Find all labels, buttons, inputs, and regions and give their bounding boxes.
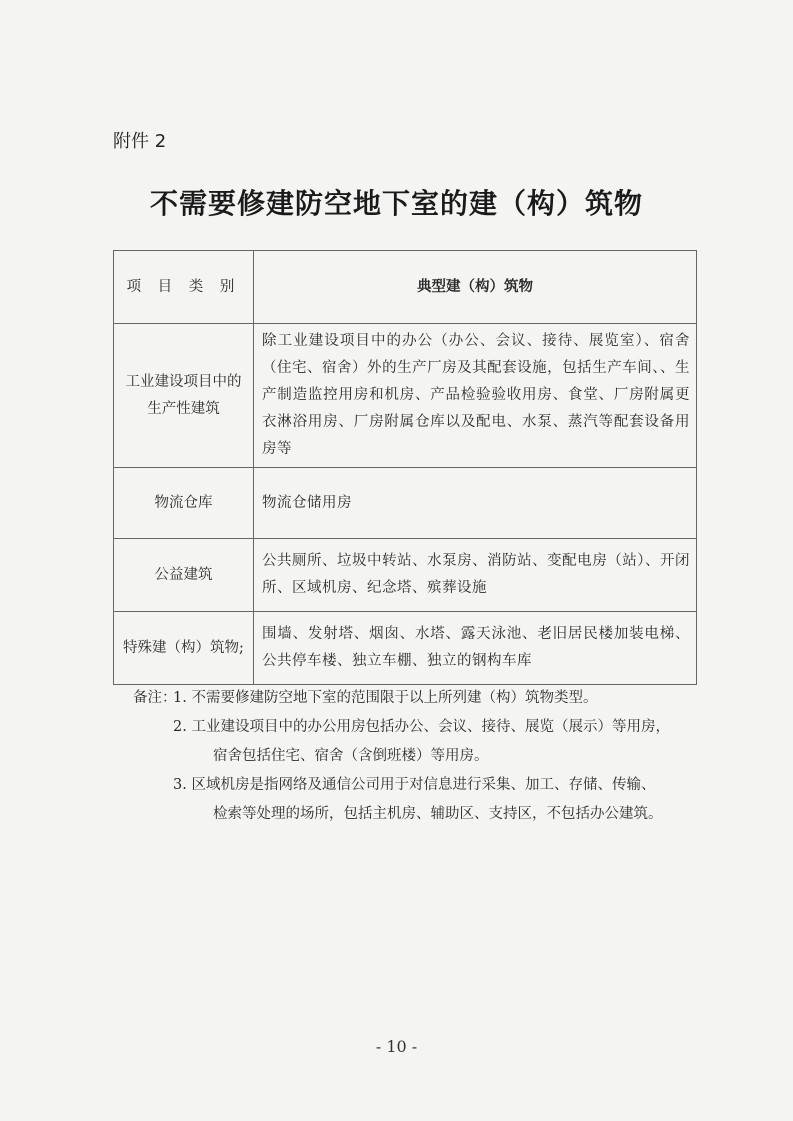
category-cell: 物流仓库 xyxy=(114,468,254,539)
note-text: 宿舍包括住宅、宿舍（含倒班楼）等用房。 xyxy=(213,748,489,764)
note-text: 1. 不需要修建防空地下室的范围限于以上所列建（构）筑物类型。 xyxy=(173,690,598,706)
table-row xyxy=(114,539,697,612)
examples-cell: 公共厕所、垃圾中转站、水泵房、消防站、变配电房（站）、开闭所、区域机房、纪念塔、殡葬设施 xyxy=(254,539,697,612)
note-text: 2. 工业建设项目中的办公用房包括办公、会议、接待、展览（展示）等用房， xyxy=(173,719,670,735)
category-cell: 公益建筑 xyxy=(114,539,254,612)
note-continuation xyxy=(133,800,703,829)
table-row xyxy=(114,324,697,468)
table-row xyxy=(114,612,697,685)
column-header-category: 项 目 类 别 xyxy=(114,251,254,324)
category-cell: 特殊建（构）筑物; xyxy=(114,612,254,685)
table-header-row xyxy=(114,251,697,324)
attachment-label: 附件 2 xyxy=(113,131,167,152)
note-text: 3. 区域机房是指网络及通信公司用于对信息进行采集、加工、存储、传输、 xyxy=(173,777,656,793)
table-row xyxy=(114,468,697,539)
page-number: - 10 - xyxy=(375,1037,418,1056)
notes-section xyxy=(133,684,703,829)
note-item xyxy=(133,771,703,800)
note-text: 检索等处理的场所，包括主机房、辅助区、支持区，不包括办公建筑。 xyxy=(213,806,663,822)
category-cell: 工业建设项目中的生产性建筑 xyxy=(114,324,254,468)
note-item xyxy=(133,684,703,713)
note-item xyxy=(133,713,703,742)
note-continuation xyxy=(133,742,703,771)
notes-prefix: 备注： xyxy=(133,690,177,706)
examples-cell: 除工业建设项目中的办公（办公、会议、接待、展览室）、宿舍（住宅、宿舍）外的生产厂房及其配套设施，包括生产车间、、生产制造监控用房和机房、产品检验验收用房、食堂、厂房附属更衣淋浴用房、厂房附属仓库以及配电、水泵、蒸汽等配套设备用房等 xyxy=(254,324,697,468)
column-header-examples: 典型建（构）筑物 xyxy=(254,251,697,324)
buildings-table xyxy=(113,250,697,685)
page-title: 不需要修建防空地下室的建（构）筑物 xyxy=(149,187,643,220)
examples-cell: 物流仓储用房 xyxy=(254,468,697,539)
examples-cell: 围墙、发射塔、烟囱、水塔、露天泳池、老旧居民楼加装电梯、公共停车楼、独立车棚、独立的钢构车库 xyxy=(254,612,697,685)
